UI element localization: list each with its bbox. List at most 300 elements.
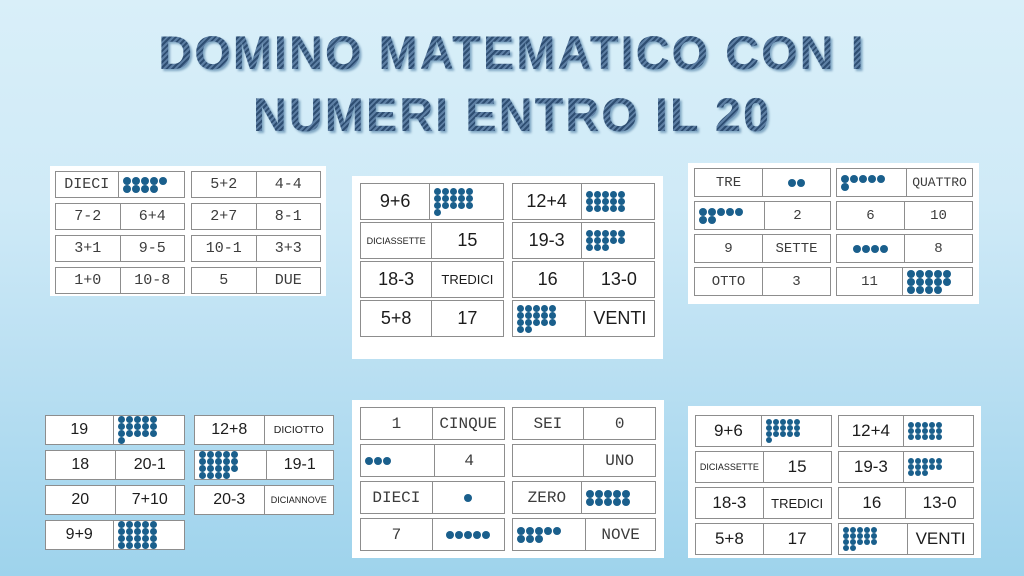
dot [602,230,609,237]
dot [473,531,481,539]
dot [618,198,625,205]
tile-half-label: DIECI [56,172,119,197]
dot [141,177,149,185]
dot [533,319,540,326]
dot [549,312,556,319]
dot [525,305,532,312]
dot-cluster [517,527,561,543]
tile-half-dots [839,524,909,554]
dot-cluster [788,179,805,187]
tile-row [360,261,655,298]
dot-cluster [446,531,490,539]
tile-half-label: 12+4 [839,416,905,446]
dot [586,244,593,251]
dot [853,245,861,253]
tile-row [360,222,655,259]
tile-half-label: 18-3 [361,262,432,297]
tile-half-dots [837,235,905,262]
tile-half-label: 8-1 [274,208,302,225]
domino-tile [191,235,321,262]
dot [586,230,593,237]
tile-row [45,485,337,515]
dot [908,470,914,476]
dot [862,245,870,253]
tile-half-dots [904,452,973,482]
dot [207,451,214,458]
domino-tile [360,261,504,298]
dot-cluster [586,230,625,251]
tile-half-label: 19-3 [839,452,905,482]
dot-cluster [699,208,743,224]
dot [586,205,593,212]
dot [118,528,125,535]
domino-tile [360,222,504,259]
tile-half-label: 12+8 [195,416,265,444]
dot [594,198,601,205]
dot [549,305,556,312]
dot [907,278,915,286]
page-title-line2: NUMERI ENTRO IL 20 [252,88,772,141]
tile-half-label: 9+6 [696,416,762,446]
tile-half-label: 4 [464,451,474,470]
dot [595,490,603,498]
domino-tile [360,481,505,514]
tile-half-label: TREDICI [441,272,494,287]
dot [466,188,473,195]
dot [907,270,915,278]
tile-row [45,415,337,445]
dot [142,535,149,542]
tile-half-label: 7+10 [131,491,168,508]
domino-tile [360,183,504,220]
dot [618,230,625,237]
tile-half-label: SEI [513,408,585,439]
domino-tile [836,168,973,197]
domino-tile [191,267,321,294]
tile-half-dots [513,519,587,550]
dot [766,437,772,443]
tile-half-label: 3+3 [274,240,302,257]
dot [553,527,561,535]
dot [602,237,609,244]
dot-cluster [365,457,391,465]
dot [517,305,524,312]
domino-tile [695,487,832,519]
dot [708,208,716,216]
dot [231,465,238,472]
dot [223,451,230,458]
dot [118,542,125,549]
dot [618,191,625,198]
tile-half-label: UNO [605,451,635,470]
dot [943,270,951,278]
dot [134,535,141,542]
dot [199,458,206,465]
tile-half-label: 17 [457,308,478,328]
dot [610,191,617,198]
dot [602,191,609,198]
tile-half-label: 3+1 [56,236,121,261]
dot [123,185,131,193]
dot [594,230,601,237]
dot [841,183,849,191]
dot [925,286,933,294]
dot [535,535,543,543]
tile-half-label: 20-3 [195,486,265,514]
dot [215,458,222,465]
tile-half-dots [762,416,831,446]
domino-tile [45,415,185,445]
dot [118,430,125,437]
tile-half-label: NOVE [601,525,640,544]
dot [466,195,473,202]
dot [142,423,149,430]
domino-tile [360,407,505,440]
dot [123,177,131,185]
dot [907,286,915,294]
dot [525,312,532,319]
domino-tile [838,451,975,483]
domino-tile [695,523,832,555]
dot [142,528,149,535]
tile-half-label: 7 [361,519,433,550]
dot [699,216,707,224]
tile-half-label: 17 [787,529,807,548]
dot [610,237,617,244]
dot [199,472,206,479]
tile-row [694,201,973,230]
domino-tile [512,183,656,220]
dot [535,527,543,535]
dot [150,177,158,185]
tile-half-label: 12+4 [513,184,582,219]
dot [482,531,490,539]
dot [922,434,928,440]
dot [450,195,457,202]
dot [126,535,133,542]
dot [126,542,133,549]
tile-half-dots [119,172,185,197]
tile-half-label: 19-1 [283,456,316,473]
tile-row [360,183,655,220]
tile-half-label: 19 [46,416,114,444]
dot [464,494,472,502]
dot [517,326,524,333]
domino-tile [838,487,975,519]
dot [916,278,924,286]
dot [936,434,942,440]
dot [610,230,617,237]
domino-tile [695,451,832,483]
dot [134,423,141,430]
tile-half-label: VENTI [915,529,966,548]
tile-half-label: 13-0 [600,269,637,289]
dot-cluster [908,458,942,476]
tile-half-label: DICIASSETTE [361,223,432,258]
domino-tile [836,234,973,263]
dot [199,465,206,472]
tile-half-label: 5 [192,268,257,293]
dot-cluster [843,527,877,551]
panel-bottom-middle [352,400,664,558]
dot [850,545,856,551]
dot [859,175,867,183]
tile-row [55,203,321,230]
dot [150,423,157,430]
dot [604,498,612,506]
dot [142,521,149,528]
tile-half-label: DUE [274,272,302,289]
dot-cluster [464,494,472,502]
tile-row [360,518,656,551]
tile-row [694,234,973,263]
tile-half-dots [114,416,185,444]
domino-tile [55,235,185,262]
tile-half-dots [195,451,267,479]
dot [541,305,548,312]
tile-half-label: 9+6 [361,184,430,219]
domino-tile [512,407,657,440]
tile-row [695,415,974,447]
domino-tile [360,518,505,551]
dot [517,535,525,543]
dot [843,545,849,551]
dot [586,490,594,498]
dot [517,527,525,535]
dot [915,470,921,476]
tile-half-label: 9+9 [46,521,114,549]
dot [223,465,230,472]
domino-tile [360,300,504,337]
tile-row [360,300,655,337]
dot [517,312,524,319]
dot [215,465,222,472]
dot-cluster [199,451,238,479]
panel-bottom-left [45,413,337,550]
tile-half-label: 18-3 [696,488,764,518]
tile-half-label: QUATTRO [912,175,967,190]
dot [880,245,888,253]
dot [934,278,942,286]
dot [450,188,457,195]
dot [434,188,441,195]
dot [118,423,125,430]
domino-tile [694,201,831,230]
tile-half-label: 10 [930,207,947,224]
tile-half-dots [513,301,586,336]
domino-tile [191,203,321,230]
dot [850,175,858,183]
dot [533,312,540,319]
domino-tile [55,203,185,230]
tile-half-label: 4-4 [274,176,302,193]
dot [134,528,141,535]
dot [159,177,167,185]
dot [383,457,391,465]
tile-half-label: 3 [792,273,801,290]
dot [708,216,716,224]
dot [150,528,157,535]
dot-cluster [434,188,473,216]
dot-cluster [908,422,942,440]
dot [132,185,140,193]
dot [141,185,149,193]
domino-tile [55,267,185,294]
dot [450,202,457,209]
dot [618,237,625,244]
tile-half-label: TREDICI [771,495,824,511]
tile-half-dots [582,223,654,258]
tile-half-label: 5+2 [192,172,257,197]
dot [215,472,222,479]
domino-tile [194,415,334,445]
dot [442,202,449,209]
tile-half-label: CINQUE [439,414,497,433]
domino-tile [694,267,831,296]
tile-row [360,444,656,477]
tile-half-dots [837,169,907,196]
dot [126,416,133,423]
domino-tile [194,450,334,480]
panel-bottom-right [688,406,981,558]
dot-cluster [517,305,556,333]
dot [132,177,140,185]
tile-row [55,267,321,294]
tile-row [360,481,656,514]
dot [223,472,230,479]
tile-row [695,523,974,555]
tile-half-label: 6 [837,202,905,229]
tile-half-label: 7-2 [56,204,121,229]
dot [150,430,157,437]
tile-half-label: 2+7 [192,204,257,229]
tile-half-label: 10-8 [134,272,171,289]
dot [595,498,603,506]
tile-half-label: 16 [839,488,907,518]
dot [915,434,921,440]
dot [134,521,141,528]
dot [142,542,149,549]
domino-tile [191,171,321,198]
domino-tile [55,171,185,198]
dot [134,542,141,549]
dot [118,437,125,444]
tile-half-dots [904,416,973,446]
dot [544,527,552,535]
tile-half-label: 9-5 [138,240,166,257]
tile-half-dots [582,482,655,513]
dot [586,498,594,506]
dot [618,205,625,212]
tile-half-label: 9 [695,235,763,262]
dot [458,188,465,195]
dot [118,535,125,542]
dot [231,451,238,458]
dot [207,472,214,479]
tile-half-label: 20 [46,486,116,514]
dot [446,531,454,539]
dot [126,423,133,430]
dot [925,270,933,278]
dot [434,202,441,209]
tile-half-label: DICIOTTO [273,424,324,436]
tile-half-label: 1+0 [56,268,121,293]
tile-half-label: 0 [614,414,625,433]
tile-half-dots [430,184,502,219]
domino-tile [512,518,657,551]
tile-half-label: 1 [361,408,433,439]
tile-half-label: 15 [787,457,807,476]
dot-cluster [586,191,625,212]
tile-half-label: 6+4 [138,208,166,225]
domino-tile [695,415,832,447]
dot [602,244,609,251]
dot [517,319,524,326]
tile-half-dots [433,482,504,513]
dot [434,209,441,216]
tile-half-label: 5+8 [361,301,432,336]
dot [841,175,849,183]
dot-cluster [118,521,157,549]
tile-half-label: 10-1 [192,236,257,261]
dot-cluster [118,416,157,444]
dot [455,531,463,539]
domino-tile [694,168,831,197]
dot [526,535,534,543]
tile-half-label: 16 [513,262,584,297]
dot [134,416,141,423]
tile-half-label: SETTE [775,240,818,257]
dot [207,458,214,465]
tile-half-dots [582,184,654,219]
domino-tile [694,234,831,263]
tile-half-label: 11 [837,268,903,295]
domino-tile [45,450,185,480]
dot [922,470,928,476]
dot [549,319,556,326]
dot [126,521,133,528]
dot [466,202,473,209]
dot [594,205,601,212]
dot [458,195,465,202]
dot [594,244,601,251]
tile-half-label: 13-0 [922,493,957,512]
panel-top-middle [352,176,663,359]
tile-row [695,451,974,483]
domino-tile [360,444,505,477]
dot [525,326,532,333]
tile-row [694,168,973,197]
tile-half-dots [114,521,185,549]
dot-cluster [853,245,888,253]
domino-tile [512,222,656,259]
tile-row [695,487,974,519]
dot [868,175,876,183]
tile-row [55,171,321,198]
dot [541,312,548,319]
domino-tile [512,444,657,477]
dot [929,434,935,440]
dot-cluster [766,419,800,443]
tile-half-label: 2 [793,207,802,224]
dot [150,416,157,423]
dot [735,208,743,216]
dot [943,278,951,286]
tile-half-label: 5+8 [696,524,764,554]
dot [215,451,222,458]
dot [877,175,885,183]
dot [934,286,942,294]
